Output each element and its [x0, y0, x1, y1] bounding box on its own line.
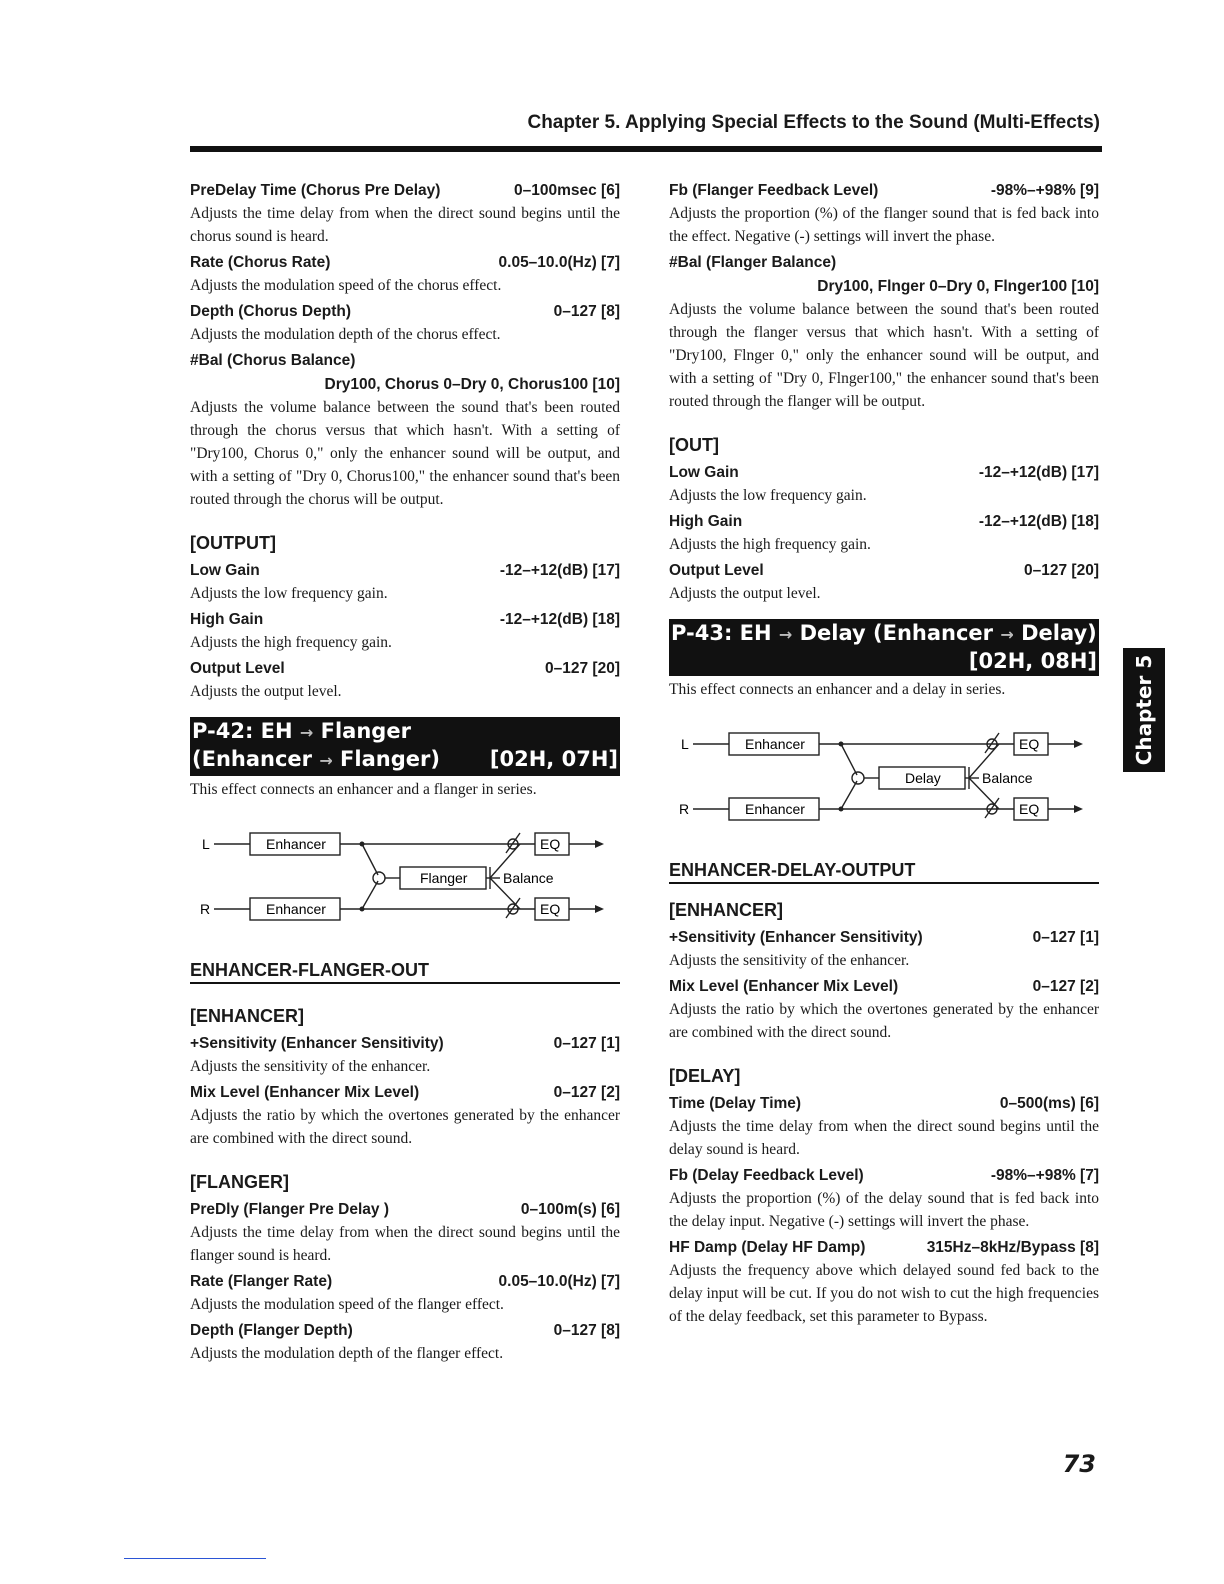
param-desc: Adjusts the high frequency gain.	[190, 634, 392, 651]
page-number: 73	[1062, 1450, 1096, 1478]
param-name: Mix Level (Enhancer Mix Level)	[669, 978, 899, 995]
param-desc: Adjusts the sensitivity of the enhancer.	[669, 952, 910, 969]
param-range: 0.05–10.0(Hz) [7]	[498, 254, 620, 271]
enhancer-heading: [ENHANCER]	[190, 1006, 304, 1026]
param-name: #Bal (Flanger Balance)	[669, 254, 837, 271]
param-desc: Adjusts the time delay from when the direct sound begins until the delay sound is heard.	[669, 1118, 1099, 1158]
param-name: +Sensitivity (Enhancer Sensitivity)	[190, 1035, 444, 1052]
param-flanger-feedback	[669, 180, 1099, 248]
param-range: 0–127 [8]	[553, 1322, 620, 1339]
param-range: 0–500(ms) [6]	[999, 1095, 1099, 1112]
param-range: 0–100msec [6]	[514, 182, 620, 199]
param-desc: Adjusts the modulation depth of the chorus effect.	[190, 326, 501, 343]
block-title-enhancer-delay-output: ENHANCER-DELAY-OUTPUT	[669, 860, 1099, 884]
param-desc: Adjusts the ratio by which the overtones generated by the enhancer are combined with the direct sound.	[669, 1001, 1099, 1041]
diagram-flanger: Flanger	[420, 870, 468, 886]
param-chorus-depth	[190, 301, 620, 346]
param-high-gain	[669, 511, 1099, 556]
diagram-enhancer-r: Enhancer	[745, 801, 805, 817]
chapter-tab	[1123, 648, 1165, 772]
diagram-eq-l: EQ	[1019, 736, 1040, 752]
param-desc: Adjusts the proportion (%) of the flanger sound that is fed back into the effect. Negative (-) settings will invert the phase.	[669, 205, 1099, 245]
param-name: High Gain	[190, 611, 264, 628]
diagram-balance: Balance	[503, 870, 554, 886]
param-desc: Adjusts the time delay from when the direct sound begins until the chorus sound is heard.	[190, 205, 620, 245]
section-code: [02H, 07H]	[489, 747, 618, 771]
param-desc: Adjusts the ratio by which the overtones generated by the enhancer are combined with the direct sound.	[190, 1107, 620, 1147]
param-desc: Adjusts the low frequency gain.	[669, 487, 867, 504]
param-name: Low Gain	[190, 562, 260, 579]
param-desc: Adjusts the modulation speed of the chorus effect.	[190, 277, 502, 294]
param-name: Fb (Flanger Feedback Level)	[669, 182, 879, 199]
arrow-right-icon: →	[1000, 625, 1014, 644]
param-desc: Adjusts the modulation depth of the flanger effect.	[190, 1345, 504, 1362]
param-name: Depth (Flanger Depth)	[190, 1322, 353, 1339]
param-name: Rate (Chorus Rate)	[190, 254, 331, 271]
param-range: 315Hz–8kHz/Bypass [8]	[926, 1239, 1099, 1256]
param-range: -12–+12(dB) [18]	[978, 513, 1099, 530]
header-rule	[190, 146, 1102, 152]
section-title-part: Flanger)	[340, 747, 440, 771]
param-range: Dry100, Flnger 0–Dry 0, Flnger100 [10]	[817, 278, 1099, 295]
param-range: 0–127 [20]	[545, 660, 620, 677]
param-chorus-balance	[190, 350, 620, 511]
param-range: -98%–+98% [7]	[990, 1167, 1099, 1184]
chapter-tab-label: Chapter 5	[1132, 654, 1156, 766]
block-title-enhancer-flanger-out: ENHANCER-FLANGER-OUT	[190, 960, 620, 984]
param-desc: Adjusts the volume balance between the sound that's been routed through the chorus versus that which hasn't. With a setting of "Dry100, Chorus 0," only the enhancer sound will be output, and with a setting of "Dry 0, Chorus100," the enhancer sound that's been routed through the chorus will be output.	[190, 399, 620, 508]
section-title-part: (Enhancer	[192, 747, 313, 771]
diagram-eq-l: EQ	[540, 836, 561, 852]
param-output-level	[190, 658, 620, 703]
param-name: Mix Level (Enhancer Mix Level)	[190, 1084, 420, 1101]
param-delay-feedback	[669, 1165, 1099, 1233]
param-range: 0–100m(s) [6]	[520, 1201, 620, 1218]
param-chorus-predelay	[190, 180, 620, 248]
param-range: -12–+12(dB) [17]	[978, 464, 1099, 481]
param-desc: Adjusts the low frequency gain.	[190, 585, 388, 602]
param-name: Fb (Delay Feedback Level)	[669, 1167, 864, 1184]
arrow-right-icon: →	[319, 751, 333, 770]
param-desc: Adjusts the high frequency gain.	[669, 536, 871, 553]
param-range: 0–127 [20]	[1024, 562, 1099, 579]
param-range: 0–127 [2]	[553, 1084, 620, 1101]
param-delay-hf-damp	[669, 1237, 1099, 1328]
param-name: +Sensitivity (Enhancer Sensitivity)	[669, 929, 923, 946]
param-range: 0–127 [1]	[1032, 929, 1099, 946]
param-enh-mix	[669, 976, 1099, 1044]
diagram-balance: Balance	[982, 770, 1033, 786]
arrow-right-icon: →	[299, 723, 314, 742]
output-heading: [OUTPUT]	[190, 533, 276, 553]
enhancer-heading: [ENHANCER]	[669, 900, 783, 920]
enhancer-flanger-diagram	[190, 819, 620, 939]
param-enh-sensitivity	[190, 1033, 620, 1078]
param-flanger-balance	[669, 252, 1099, 413]
section-p43-title	[669, 619, 1099, 676]
section-intro: This effect connects an enhancer and a flanger in series.	[190, 781, 537, 798]
param-delay-time	[669, 1093, 1099, 1161]
delay-heading: [DELAY]	[669, 1066, 741, 1086]
diagram-enhancer-r: Enhancer	[266, 901, 326, 917]
section-title-part: P-43: EH	[671, 621, 772, 645]
arrow-right-icon: →	[778, 625, 793, 644]
param-desc: Adjusts the time delay from when the direct sound begins until the flanger sound is heard.	[190, 1224, 620, 1264]
diagram-enhancer-l: Enhancer	[266, 836, 326, 852]
param-high-gain	[190, 609, 620, 654]
param-range: 0–127 [1]	[553, 1035, 620, 1052]
param-fl-rate	[190, 1271, 620, 1316]
param-name: Depth (Chorus Depth)	[190, 303, 352, 320]
param-chorus-rate	[190, 252, 620, 297]
param-name: Rate (Flanger Rate)	[190, 1273, 333, 1290]
param-fl-depth	[190, 1320, 620, 1365]
footnote-rule	[124, 1558, 266, 1559]
param-name: High Gain	[669, 513, 743, 530]
section-title-part: Flanger	[320, 719, 411, 743]
param-name: #Bal (Chorus Balance)	[190, 352, 356, 369]
out-heading: [OUT]	[669, 435, 719, 455]
param-desc: Adjusts the output level.	[190, 683, 342, 700]
param-name: PreDelay Time (Chorus Pre Delay)	[190, 182, 441, 199]
param-range: 0.05–10.0(Hz) [7]	[498, 1273, 620, 1290]
diagram-delay: Delay	[905, 770, 941, 786]
param-desc: Adjusts the sensitivity of the enhancer.	[190, 1058, 431, 1075]
section-title-part: Delay)	[1021, 621, 1097, 645]
flanger-heading: [FLANGER]	[190, 1172, 289, 1192]
param-range: -12–+12(dB) [18]	[499, 611, 620, 628]
param-desc: Adjusts the output level.	[669, 585, 821, 602]
param-desc: Adjusts the volume balance between the sound that's been routed through the flanger versus that which hasn't. With a setting of "Dry100, Flnger 0," only the enhancer sound will be output, and with a setting of "Dry 0, Flnger100," the enhancer sound that's been routed through the flanger will be output.	[669, 301, 1099, 410]
param-output-level	[669, 560, 1099, 605]
section-intro: This effect connects an enhancer and a delay in series.	[669, 681, 1006, 698]
diagram-r-label: R	[200, 901, 211, 917]
diagram-l-label: L	[681, 736, 689, 752]
diagram-eq-r: EQ	[1019, 801, 1040, 817]
right-column	[669, 178, 1099, 1332]
param-name: PreDly (Flanger Pre Delay )	[190, 1201, 389, 1218]
param-desc: Adjusts the frequency above which delayed sound fed back to the delay input will be cut. If you do not wish to cut the high frequencies of the delay feedback, set this parameter to Bypass.	[669, 1262, 1099, 1325]
param-name: Output Level	[669, 562, 764, 579]
param-range: 0–127 [2]	[1032, 978, 1099, 995]
param-range: 0–127 [8]	[553, 303, 620, 320]
param-range: -98%–+98% [9]	[990, 182, 1099, 199]
param-name: Output Level	[190, 660, 285, 677]
param-desc: Adjusts the proportion (%) of the delay sound that is fed back into the delay input. Negative (-) settings will invert the phase.	[669, 1190, 1099, 1230]
diagram-l-label: L	[202, 836, 210, 852]
diagram-enhancer-l: Enhancer	[745, 736, 805, 752]
left-column	[190, 178, 620, 1369]
section-title-part: Delay (Enhancer	[799, 621, 994, 645]
param-low-gain	[669, 462, 1099, 507]
section-p42-title	[190, 717, 620, 776]
param-low-gain	[190, 560, 620, 605]
param-name: HF Damp (Delay HF Damp)	[669, 1239, 866, 1256]
diagram-eq-r: EQ	[540, 901, 561, 917]
param-range: Dry100, Chorus 0–Dry 0, Chorus100 [10]	[324, 376, 620, 393]
param-name: Low Gain	[669, 464, 739, 481]
section-title-part: P-42: EH	[192, 719, 293, 743]
param-fl-predelay	[190, 1199, 620, 1267]
param-enh-sensitivity	[669, 927, 1099, 972]
section-code: [02H, 08H]	[968, 649, 1097, 673]
param-enh-mix	[190, 1082, 620, 1150]
chapter-title: Chapter 5. Applying Special Effects to the Sound (Multi-Effects)	[527, 112, 1100, 133]
param-desc: Adjusts the modulation speed of the flanger effect.	[190, 1296, 504, 1313]
param-range: -12–+12(dB) [17]	[499, 562, 620, 579]
enhancer-delay-diagram	[669, 719, 1099, 839]
diagram-r-label: R	[679, 801, 690, 817]
param-name: Time (Delay Time)	[669, 1095, 802, 1112]
